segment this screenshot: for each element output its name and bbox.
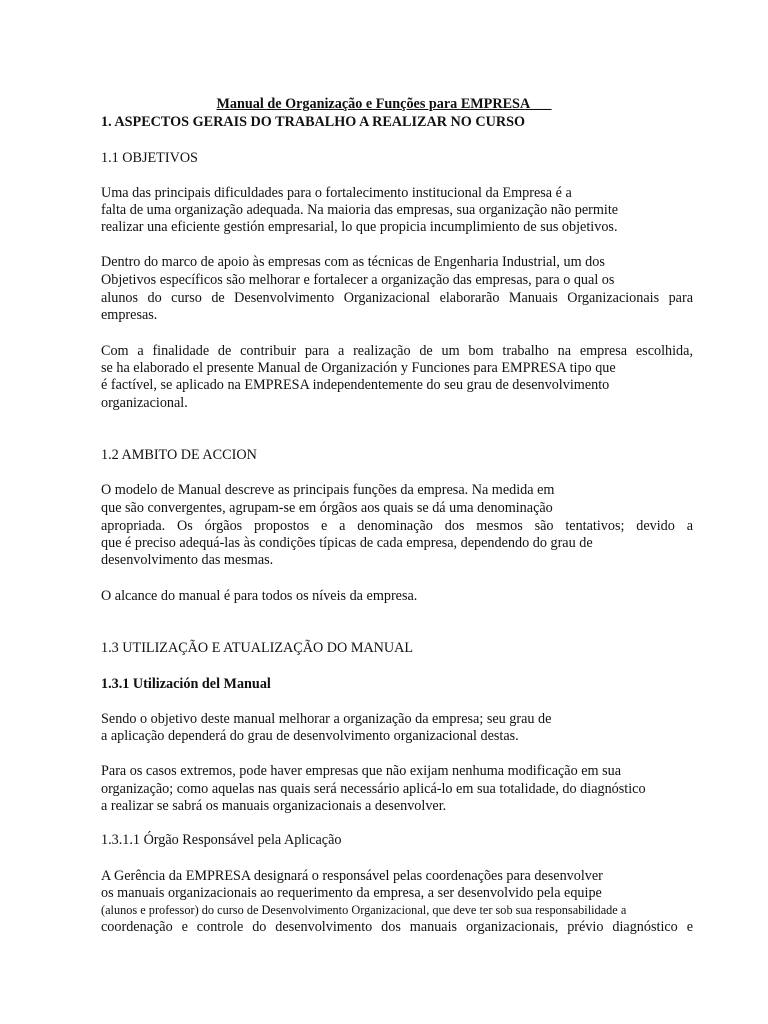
- paragraph-line: realizar una eficiente gestión empresarial, lo que propicia incumplimiento de sus objetivos.: [101, 219, 618, 235]
- paragraph-line: (alunos e professor) do curso de Desenvolvimento Organizacional, que deve ter sob sua responsabilidade a: [101, 903, 627, 917]
- paragraph-line: Objetivos específicos são melhorar e fortalecer a organização das empresas, para o qual os: [101, 272, 615, 288]
- section-1-3-heading: 1.3 UTILIZAÇÃO E ATUALIZAÇÃO DO MANUAL: [101, 640, 414, 656]
- section-1-2-heading: 1.2 AMBITO DE ACCION: [101, 447, 257, 463]
- paragraph-line: desenvolvimento das mesmas.: [101, 552, 274, 568]
- paragraph-line: os manuais organizacionais ao requerimento da empresa, a ser desenvolvido pela equipe: [101, 885, 602, 901]
- paragraph-line: Com a finalidade de contribuir para a realização de um bom trabalho na empresa escolhida,: [101, 343, 693, 359]
- paragraph-line: O modelo de Manual descreve as principais funções da empresa. Na medida em: [101, 482, 555, 498]
- paragraph-line: se ha elaborado el presente Manual de Organización y Funciones para EMPRESA tipo que: [101, 360, 616, 376]
- subsection-1-3-1-heading: 1.3.1 Utilización del Manual: [101, 676, 271, 692]
- paragraph-line: falta de uma organização adequada. Na maioria das empresas, sua organização não permite: [101, 202, 619, 218]
- paragraph-line: a realizar se sabrá os manuais organizacionais a desenvolver.: [101, 798, 447, 814]
- paragraph-line: que são convergentes, agrupam-se em órgãos aos quais se dá uma denominação: [101, 500, 553, 516]
- paragraph-line: Sendo o objetivo deste manual melhorar a organização da empresa; seu grau de: [101, 711, 552, 727]
- document-title: Manual de Organização e Funções para EMPRESA___: [216, 96, 552, 112]
- paragraph-line: coordenação e controle do desenvolvimento dos manuais organizacionais, prévio diagnóstico e: [101, 919, 693, 935]
- paragraph-line: apropriada. Os órgãos propostos e a denominação dos mesmos são tentativos; devido a: [101, 518, 693, 534]
- paragraph-line: a aplicação dependerá do grau de desenvolvimento organizacional destas.: [101, 728, 519, 744]
- paragraph-line: Uma das principais dificuldades para o fortalecimento institucional da Empresa é a: [101, 185, 572, 201]
- paragraph-line: alunos do curso de Desenvolvimento Organizacional elaborarão Manuais Organizacionais para: [101, 290, 693, 306]
- paragraph-line: que é preciso adequá-las às condições típicas de cada empresa, dependendo do grau de: [101, 535, 593, 551]
- paragraph-line: organizacional.: [101, 395, 188, 411]
- section-1-1-heading: 1.1 OBJETIVOS: [101, 150, 198, 166]
- paragraph-line: é factível, se aplicado na EMPRESA independentemente do seu grau de desenvolvimento: [101, 377, 610, 393]
- paragraph-line: organização; como aquelas nas quais será necessário aplicá-lo em sua totalidade, do diagnóstico: [101, 781, 646, 797]
- paragraph-line: A Gerência da EMPRESA designará o responsável pelas coordenações para desenvolver: [101, 868, 603, 884]
- paragraph-line: empresas.: [101, 307, 158, 323]
- paragraph-line: Para os casos extremos, pode haver empresas que não exijam nenhuma modificação em sua: [101, 763, 622, 779]
- subsection-1-3-1-1-heading: 1.3.1.1 Órgão Responsável pela Aplicação: [101, 832, 342, 848]
- paragraph-line: O alcance do manual é para todos os níveis da empresa.: [101, 588, 418, 604]
- section-1-heading: 1. ASPECTOS GERAIS DO TRABALHO A REALIZAR NO CURSO: [101, 114, 526, 130]
- paragraph-line: Dentro do marco de apoio às empresas com as técnicas de Engenharia Industrial, um dos: [101, 254, 605, 270]
